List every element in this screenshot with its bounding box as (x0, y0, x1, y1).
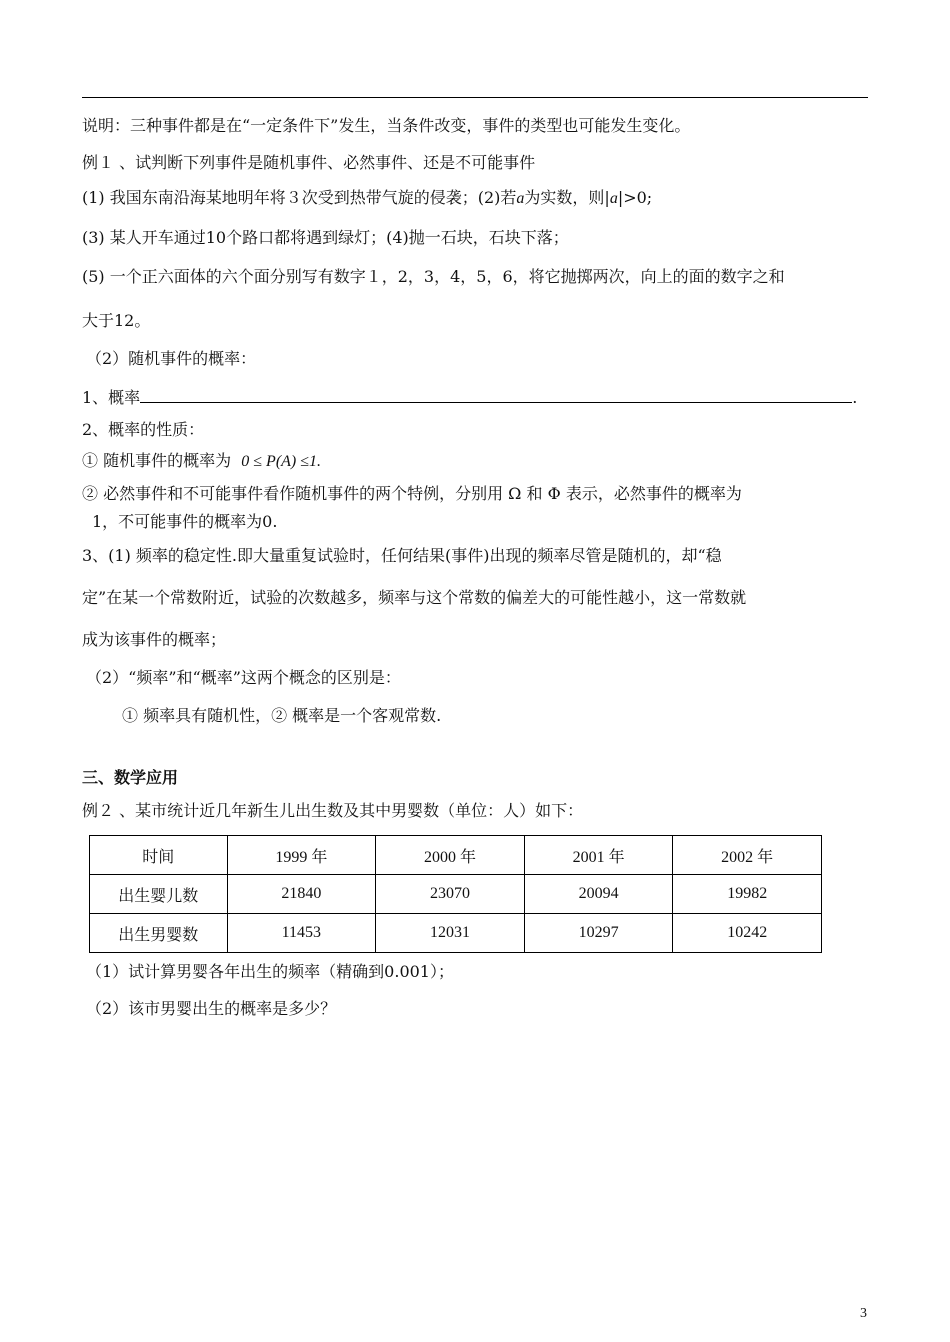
definition-2-title: 2、概率的性质： (82, 420, 205, 439)
table-header-row (90, 836, 822, 875)
point-3-difference: （2）“频率”和“概率”这两个概念的区别是： (86, 668, 401, 687)
point-3-line-1: 3、(1) 频率的稳定性.即大量重复试验时，任何结果(事件)出现的频率尽管是随机的，却“稳 (82, 546, 722, 565)
definition-1-end: . (852, 388, 858, 407)
item-2-tail: |>0; (617, 188, 653, 207)
variable-a: a (516, 190, 525, 207)
table-cell: 10297 (524, 914, 673, 953)
table-cell: 1999 年 (227, 836, 376, 875)
table-cell: 21840 (227, 875, 376, 914)
table-cell: 2000 年 (376, 836, 525, 875)
example-1-title: 例１ 、试判断下列事件是随机事件、必然事件、还是不可能事件 (82, 153, 536, 172)
table-cell: 20094 (524, 875, 673, 914)
note-line: 说明：三种事件都是在“一定条件下”发生，当条件改变，事件的类型也可能发生变化。 (82, 116, 691, 135)
table-cell: 2001 年 (524, 836, 673, 875)
birth-statistics-table (89, 835, 822, 953)
property-2: ② 必然事件和不可能事件看作随机事件的两个特例，分别用 Ω 和 Φ 表示，必然事件的概率为 (82, 484, 742, 503)
table-cell: 23070 (376, 875, 525, 914)
table-row (90, 914, 822, 953)
table-cell: 11453 (227, 914, 376, 953)
header-rule (82, 97, 868, 98)
item-2-text: 为实数，则| (524, 188, 610, 207)
section-random-event-probability: （2）随机事件的概率： (86, 349, 257, 368)
probability-inequality: 0 ≤ P(A) ≤1. (241, 453, 322, 470)
question-2: （2）该市男婴出生的概率是多少？ (86, 999, 337, 1018)
variable-a-abs: a (609, 190, 618, 207)
table-cell: 12031 (376, 914, 525, 953)
table-cell: 2002 年 (673, 836, 822, 875)
example-2-title: 例２ 、某市统计近几年新生儿出生数及其中男婴数（单位：人）如下： (82, 801, 584, 820)
item-1-text: (1) 我国东南沿海某地明年将３次受到热带气旋的侵袭；(2)若 (82, 188, 517, 207)
example-1-item-5: (5) 一个正六面体的六个面分别写有数字１，2，3，4，5，6，将它抛掷两次，向上的面的数字之和 (82, 267, 785, 286)
example-1-item-1-2 (82, 187, 652, 210)
property-1 (82, 450, 321, 473)
table-cell: 出生婴儿数 (90, 875, 228, 914)
fill-in-blank (140, 386, 852, 403)
page-number: 3 (860, 1306, 867, 1321)
table-cell: 出生男婴数 (90, 914, 228, 953)
section-math-application: 三、数学应用 (82, 768, 179, 787)
property-1-text: ① 随机事件的概率为 (82, 451, 232, 470)
point-3-line-2: 定”在某一个常数附近，试验的次数越多，频率与这个常数的偏差大的可能性越小，这一常数就 (82, 588, 747, 607)
table-row (90, 875, 822, 914)
point-3-line-3: 成为该事件的概率； (82, 630, 227, 649)
table-cell: 时间 (90, 836, 228, 875)
question-1: （1）试计算男婴各年出生的频率（精确到0.001）； (86, 962, 454, 981)
example-1-item-3-4: (3) 某人开车通过10个路口都将遇到绿灯；(4)抛一石块，石块下落； (82, 228, 569, 247)
point-3-difference-detail: ① 频率具有随机性，② 概率是一个客观常数. (122, 706, 442, 725)
example-1-item-5-cont: 大于12。 (82, 311, 151, 330)
definition-1-label: 1、概率 (82, 388, 141, 407)
definition-1-line (82, 386, 857, 409)
table-cell: 19982 (673, 875, 822, 914)
table-cell: 10242 (673, 914, 822, 953)
property-2-cont: 1，不可能事件的概率为0. (92, 512, 278, 531)
